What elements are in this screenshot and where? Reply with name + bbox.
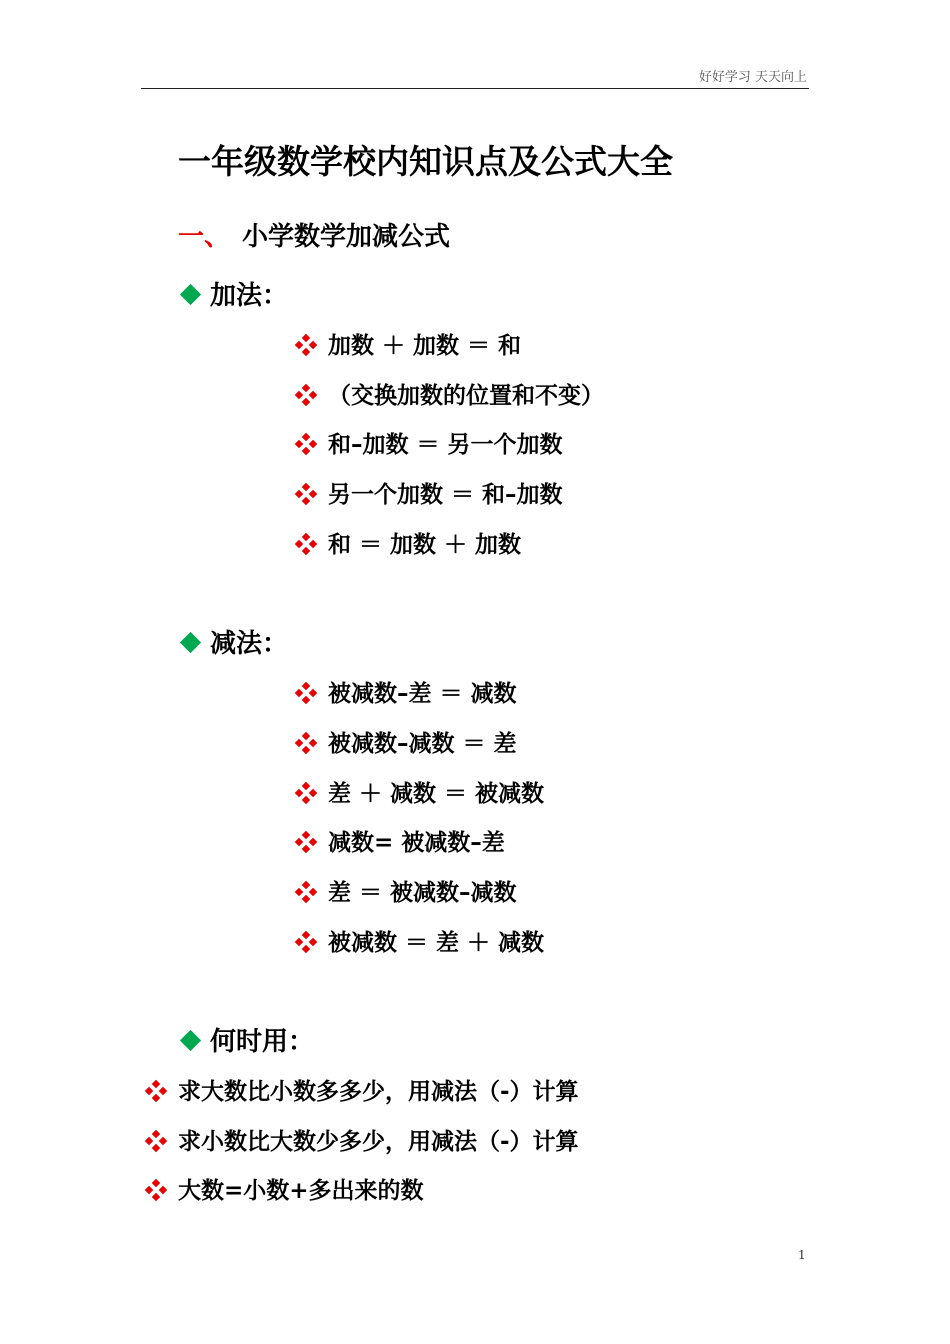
- list-item-text: 被减数–差 ＝ 减数: [328, 681, 517, 707]
- green-diamond-icon: [180, 632, 201, 653]
- list-item: [296, 924, 544, 957]
- red-diamond-bullet-icon: [296, 335, 316, 355]
- red-diamond-bullet-icon: [296, 534, 316, 554]
- list-item-text: （交换加数的位置和不变）: [328, 383, 604, 409]
- list-item: [296, 725, 517, 758]
- list-item: [296, 377, 604, 410]
- list-item-text: 另一个加数 ＝ 和–加数: [328, 482, 563, 508]
- red-diamond-bullet-icon: [296, 484, 316, 504]
- when-to-use-heading-label: 何时用：: [210, 1027, 315, 1057]
- page-header-text: 好好学习 天天向上: [698, 70, 807, 85]
- red-diamond-bullet-icon: [296, 683, 316, 703]
- red-diamond-bullet-icon: [296, 832, 316, 852]
- subtraction-heading-label: 减法：: [210, 629, 289, 659]
- list-item-text: 和 ＝ 加数 ＋ 加数: [328, 532, 522, 558]
- when-to-use-heading: [180, 1021, 314, 1058]
- list-item-text: 求小数比大数少多少，用减法（-）计算: [178, 1129, 579, 1155]
- list-item: [146, 1172, 424, 1205]
- list-item-text: 被减数–减数 ＝ 差: [328, 731, 517, 757]
- list-item: [296, 675, 517, 708]
- list-item-text: 大数=小数+多出来的数: [178, 1178, 424, 1204]
- list-item-text: 和–加数 ＝ 另一个加数: [328, 432, 563, 458]
- list-item: [296, 874, 517, 907]
- list-item: [296, 426, 563, 459]
- list-item-text: 减数= 被减数–差: [328, 830, 505, 856]
- red-diamond-bullet-icon: [296, 882, 316, 902]
- list-item: [296, 775, 544, 808]
- list-item-text: 差 ＋ 减数 ＝ 被减数: [328, 781, 545, 807]
- red-diamond-bullet-icon: [146, 1180, 166, 1200]
- red-diamond-bullet-icon: [296, 783, 316, 803]
- list-item: [146, 1123, 579, 1156]
- section-number: 一、: [178, 222, 231, 252]
- list-item: [296, 526, 521, 559]
- section-title: 小学数学加减公式: [242, 222, 451, 252]
- red-diamond-bullet-icon: [296, 932, 316, 952]
- page-number: 1: [798, 1248, 806, 1262]
- document-title: 一年级数学校内知识点及公式大全: [178, 142, 673, 181]
- list-item-text: 差 ＝ 被减数–减数: [328, 880, 517, 906]
- list-item: [146, 1073, 579, 1106]
- red-diamond-bullet-icon: [296, 385, 316, 405]
- list-item: [296, 476, 563, 509]
- addition-heading-label: 加法：: [210, 281, 289, 311]
- green-diamond-icon: [180, 284, 201, 305]
- red-diamond-bullet-icon: [296, 733, 316, 753]
- red-diamond-bullet-icon: [146, 1131, 166, 1151]
- list-item: [296, 327, 521, 360]
- list-item-text: 被减数 ＝ 差 ＋ 减数: [328, 930, 545, 956]
- list-item-text: 加数 ＋ 加数 ＝ 和: [328, 333, 522, 359]
- green-diamond-icon: [180, 1030, 201, 1051]
- list-item-text: 求大数比小数多多少，用减法（-）计算: [178, 1079, 579, 1105]
- subtraction-heading: [180, 623, 288, 660]
- header-rule: [141, 88, 809, 89]
- addition-heading: [180, 275, 288, 312]
- red-diamond-bullet-icon: [296, 434, 316, 454]
- red-diamond-bullet-icon: [146, 1081, 166, 1101]
- list-item: [296, 824, 505, 857]
- section-heading: [178, 216, 450, 253]
